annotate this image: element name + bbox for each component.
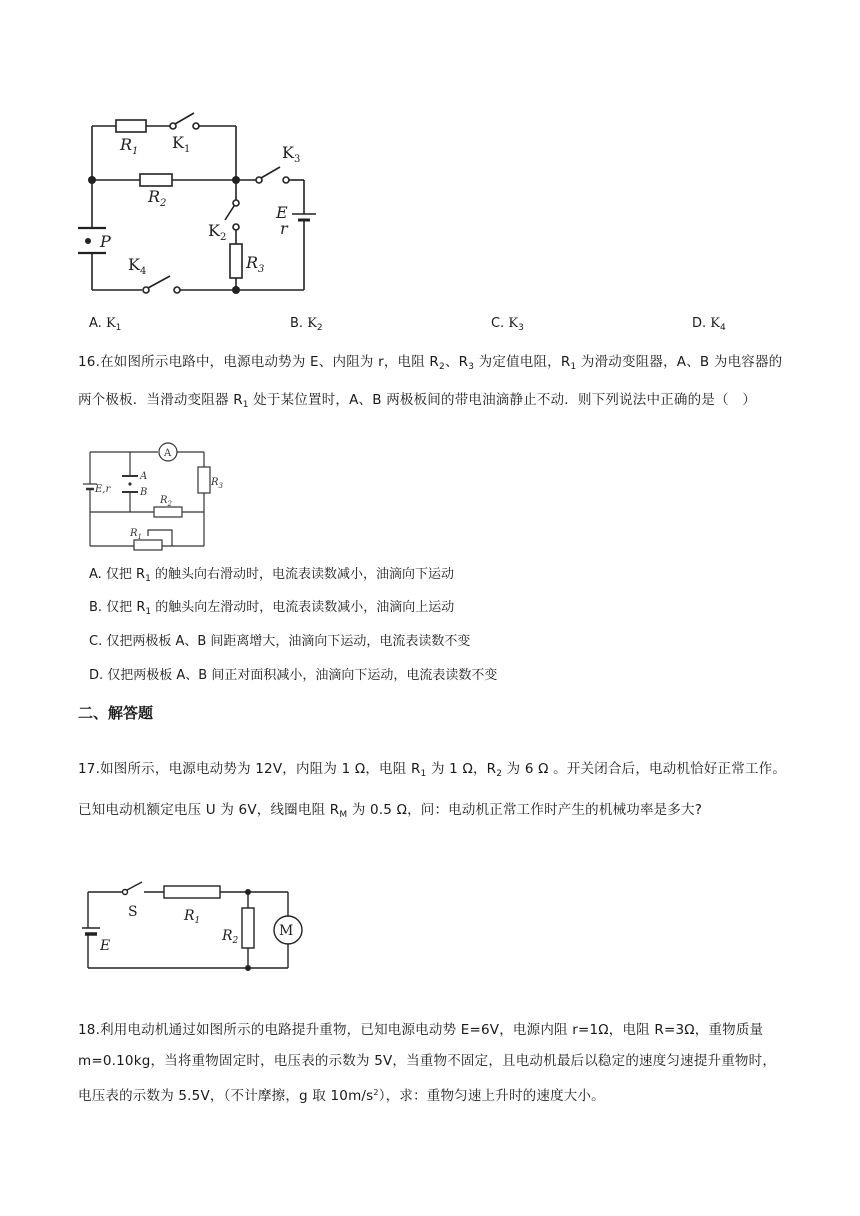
question-18-text: 18.利用电动机通过如图所示的电路提升重物，已知电源电动势 E=6V，电源内阻 r=1Ω，电阻 R=3Ω，重物质量 m=0.10kg，当将重物固定时，电压表的示数为 5V，当重物不固定，且电动机最后以稳定的速度匀速提升重物时，电压表的示数为 5.5V，（不计摩擦，g 取 $10m/s^2$），求：重物匀速上升时的速度大小。: [78, 1022, 777, 1104]
circuit-figure-q15: [70, 100, 320, 310]
label-k4: $K_4$: [128, 255, 147, 277]
circuit-figure-q17: [78, 878, 318, 978]
label-plate-b: B: [140, 487, 148, 498]
label-s: S: [128, 904, 138, 920]
section-title: 二、解答题: [78, 704, 154, 722]
q16-option-c[interactable]: C. 仅把两极板 A、B 间距离增大，油滴向下运动，电流表读数不变: [89, 634, 471, 649]
label-e: E: [276, 203, 288, 222]
question-17-text: 17.如图所示，电源电动势为 12V，内阻为 1 Ω，电阻 $R_1$ 为 1 Ω，$R_2$ 为 6 Ω 。开关闭合后，电动机恰好正常工作。已知电动机额定电压 U 为 6V，线圈电阻 $R_M$ 为 0.5 Ω，问：电动机正常工作时产生的机械功率是多大?: [78, 761, 787, 820]
label-r2: $R_2$: [148, 187, 167, 209]
q16-option-d[interactable]: D. 仅把两极板 A、B 间正对面积减小，油滴向下运动，电流表读数不变: [89, 668, 498, 683]
circuit-diagram-q15: [70, 100, 320, 310]
motor-symbol: M: [279, 923, 294, 939]
label-plate-a: A: [140, 471, 148, 482]
q15-option-b[interactable]: B. $K_2$: [290, 316, 323, 333]
q16-option-b[interactable]: B. 仅把 $R_1$ 的触头向左滑动时，电流表读数减小，油滴向上运动: [89, 600, 455, 617]
label-r3: $R_3$: [211, 477, 223, 490]
q15-option-d[interactable]: D. $K_4$: [692, 316, 726, 333]
label-e: E: [100, 938, 111, 954]
label-r1: $R_1$: [120, 135, 139, 157]
label-r1: $R_1$: [130, 528, 142, 541]
q15-options: [0, 312, 860, 336]
label-k3: $K_3$: [282, 143, 301, 165]
label-k1: $K_1$: [172, 133, 191, 155]
label-er: E,r: [95, 484, 111, 495]
q15-option-c[interactable]: C. $K_3$: [491, 316, 524, 333]
label-r: r: [280, 219, 288, 238]
q16-option-a[interactable]: A. 仅把 $R_1$ 的触头向右滑动时，电流表读数减小，油滴向下运动: [89, 567, 454, 584]
circuit-figure-q16: [78, 440, 238, 552]
label-r3: $R_3$: [246, 253, 265, 275]
circuit-diagram-q17: [78, 878, 318, 978]
question-16-text: 16.在如图所示电路中，电源电动势为 E、内阻为 r，电阻 $R_2$、$R_3$ 为定值电阻，$R_1$ 为滑动变阻器，A、B 为电容器的两个极板．当滑动变阻器 $R_1$ 处于某位置时，A、B 两极板间的带电油滴静止不动．则下列说法中正确的是（ ）: [78, 354, 783, 410]
q15-option-a[interactable]: A. $K_1$: [89, 316, 122, 333]
label-ammeter: A: [164, 448, 172, 459]
label-k2: $K_2$: [208, 221, 227, 243]
circuit-diagram-q16: [78, 440, 238, 552]
label-r1: $R_1$: [184, 908, 201, 926]
label-r2: $R_2$: [160, 495, 172, 508]
label-p: P: [100, 232, 111, 251]
label-r2: $R_2$: [222, 928, 239, 946]
